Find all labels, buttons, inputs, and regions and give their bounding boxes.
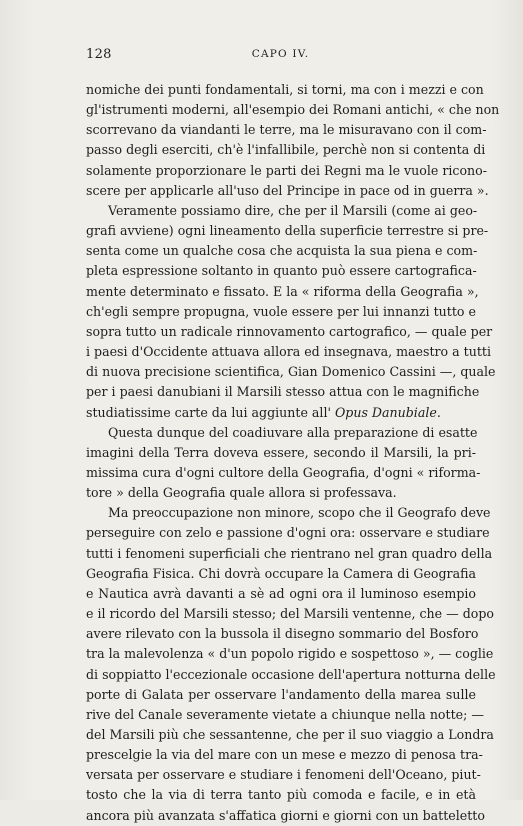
body-text bbox=[86, 80, 500, 826]
italic-title: Opus Danubiale bbox=[334, 404, 437, 420]
text-line: tra la malevolenza « d'un popolo rigido e sospettoso », — coglie bbox=[86, 646, 494, 662]
text-line bbox=[86, 403, 476, 423]
text-fragment: . bbox=[436, 404, 441, 420]
paragraph bbox=[86, 503, 496, 826]
text-fragment: studiatissime carte da lui aggiunte all' bbox=[86, 404, 335, 420]
text-line: e il ricordo del Marsili stesso; del Marsili ventenne, che — dopo bbox=[86, 606, 495, 622]
text-line: Geografia Fisica. Chi dovrà occupare la Camera di Geografia bbox=[86, 565, 476, 581]
text-line: Ma preoccupazione non minore, scopo che il Geografo deve bbox=[108, 505, 491, 521]
text-line: prescelgie la via del mare con un mese e mezzo di penosa tra- bbox=[86, 747, 483, 763]
text-line: rive del Canale severamente vietate a chiunque nella notte; — bbox=[86, 706, 484, 722]
text-line: ancora più avanzata s'affatica giorni e giorni con un batteletto bbox=[86, 807, 485, 823]
text-line: solamente proporzionare le parti dei Regni ma le vuole ricono- bbox=[86, 162, 487, 178]
text-line: ch'egli sempre propugna, vuole essere per lui innanzi tutto e bbox=[86, 303, 476, 319]
text-line: sopra tutto un radicale rinnovamento cartografico, — quale per bbox=[86, 323, 493, 339]
text-line: passo degli eserciti, ch'è l'infallibile, perchè non si contenta di bbox=[86, 142, 486, 158]
text-line: Veramente possiamo dire, che per il Marsili (come ai geo- bbox=[108, 202, 478, 218]
text-line: porte di Galata per osservare l'andamento della marea sulle bbox=[86, 686, 476, 702]
text-line: perseguire con zelo e passione d'ogni ora: osservare e studiare bbox=[86, 525, 490, 541]
text-line: e Nautica avrà davanti a sè ad ogni ora il luminoso esempio bbox=[86, 585, 476, 601]
paragraph bbox=[86, 201, 496, 423]
text-line: scorrevano da viandanti le terre, ma le misuravano con il com- bbox=[86, 122, 487, 138]
text-line: per i paesi danubiani il Marsili stesso attua con le magnifiche bbox=[86, 384, 480, 400]
text-line: scere per applicarle all'uso del Principe in pace od in guerra ». bbox=[86, 182, 489, 198]
text-line: pleta espressione soltanto in quanto può essere cartograficа- bbox=[86, 263, 477, 279]
text-line: versata per osservare e studiare i fenomeni dell'Oceano, piut- bbox=[86, 767, 481, 783]
text-line: del Marsili più che sessantenne, che per il suo viaggio a Londra bbox=[86, 727, 494, 742]
page-number: 128 bbox=[86, 47, 112, 62]
text-line: gl'istrumenti moderni, all'esempio dei Romani antichi, « che non bbox=[86, 102, 500, 118]
text-line: imagini della Terra doveva essere, secondo il Marsili, la pri- bbox=[86, 444, 476, 460]
text-line: nomiche dei punti fondamentali, si torni, ma con i mezzi e con bbox=[86, 82, 484, 97]
text-line: di soppiatto l'eccezionale occasione dell'apertura notturna delle bbox=[86, 666, 496, 682]
text-line: senta come un qualche cosa che acquista la sua piena e com- bbox=[86, 243, 478, 259]
paragraph bbox=[86, 423, 481, 504]
paragraph bbox=[86, 80, 500, 201]
text-line: tosto che la via di terra tanto più comoda e facile, e in età bbox=[86, 787, 476, 803]
page-header bbox=[86, 47, 475, 65]
text-line: missima cura d'ogni cultore della Geografia, d'ogni « riforma- bbox=[86, 464, 481, 480]
text-line: avere rilevato con la bussola il disegno sommario del Bosforo bbox=[86, 626, 479, 642]
text-line: mente determinato e fissato. E la « riforma della Geografia », bbox=[86, 283, 479, 299]
text-line: i paesi d'Occidente attuava allora ed insegnava, maestro a tutti bbox=[86, 344, 491, 360]
text-line: grafi avviene) ogni lineamento della superficie terrestre si pre- bbox=[86, 223, 489, 239]
text-line: tutti i fenomeni superficiali che rientrano nel gran quadro della bbox=[86, 545, 493, 561]
text-line: tore » della Geografia quale allora si professava. bbox=[86, 485, 397, 501]
text-line: Questa dunque del coadiuvare alla preparazione di esatte bbox=[108, 424, 478, 440]
text-line: di nuova precisione scientifica, Gian Domenico Cassini —, quale bbox=[86, 364, 496, 380]
running-head: CAPO IV. bbox=[251, 48, 310, 60]
